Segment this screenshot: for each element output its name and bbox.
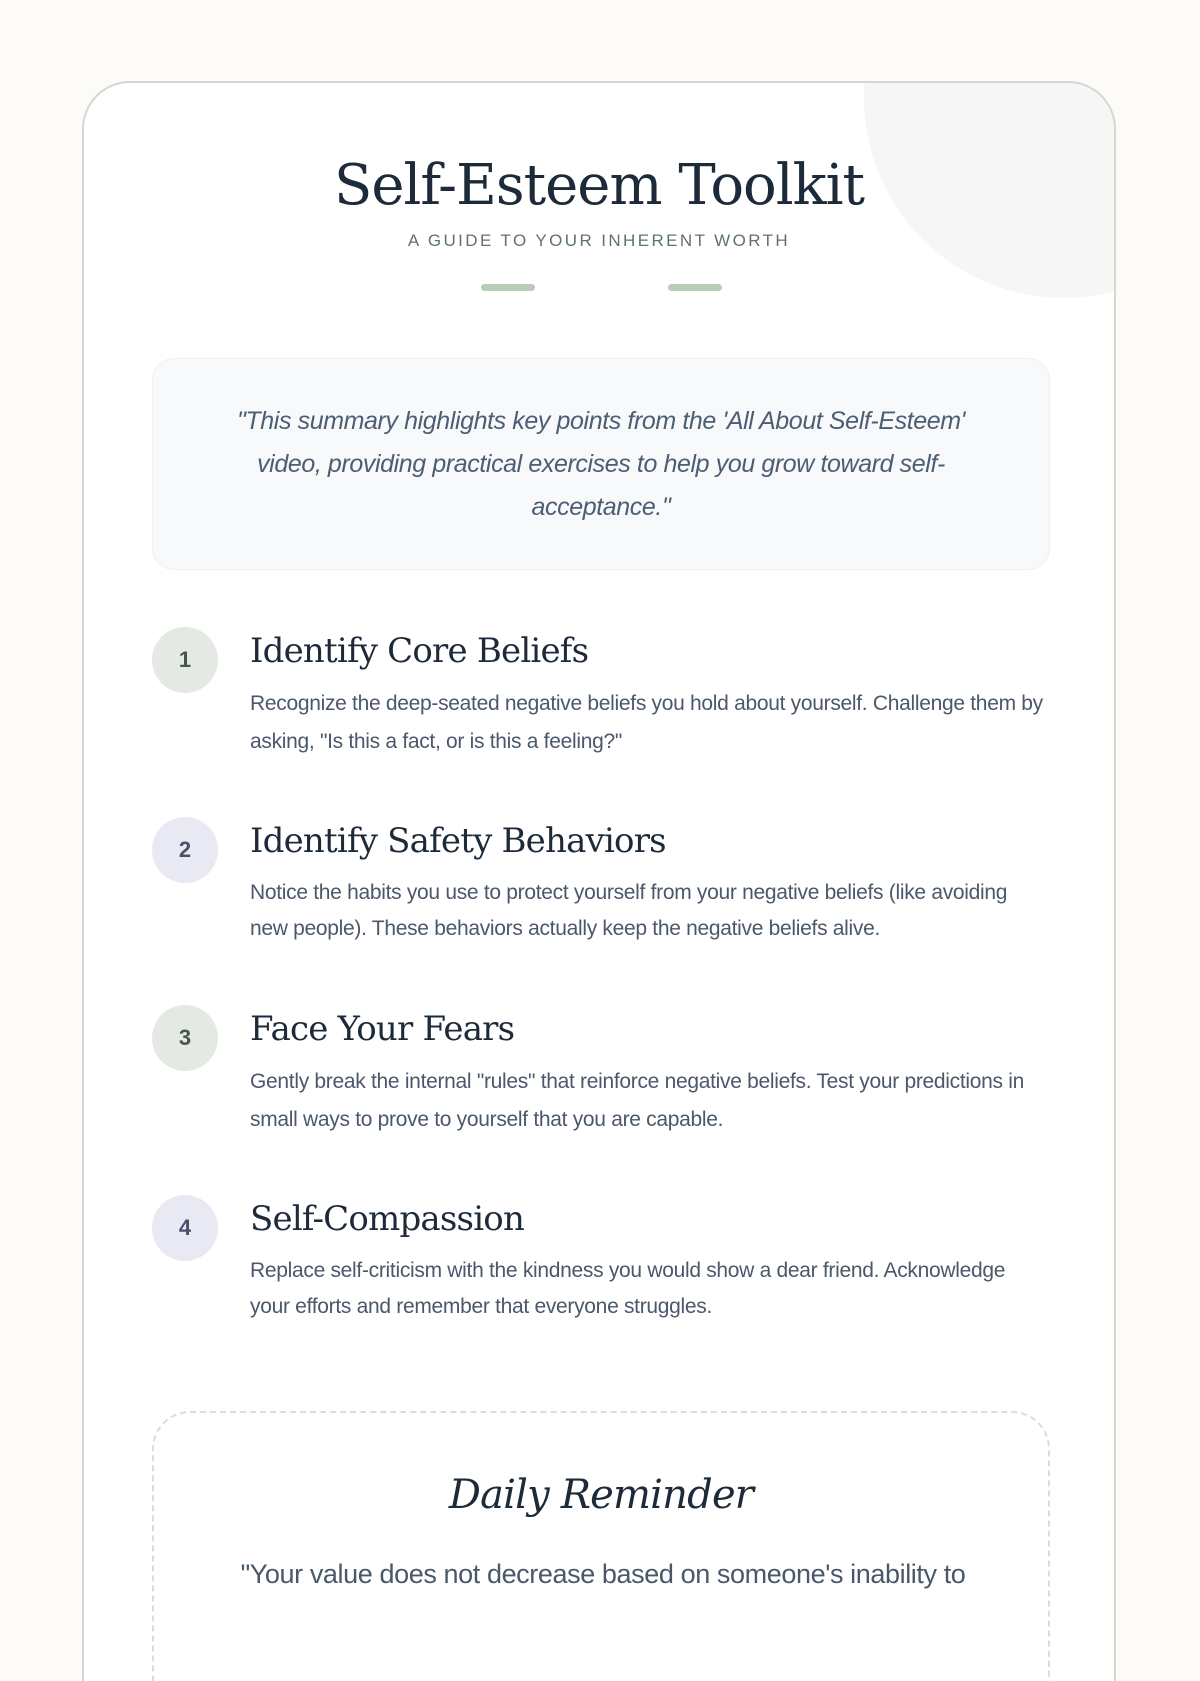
- step-title: Identify Core Beliefs: [250, 631, 589, 671]
- reminder-title: Daily Reminder: [448, 1472, 754, 1518]
- step-description: Gently break the internal "rules" that reinforce negative beliefs. Test your predictions in small ways to prove to yourself that you are capable.: [250, 1070, 1024, 1131]
- step-number-badge: 4: [152, 1195, 218, 1261]
- step-description: Recognize the deep-seated negative beliefs you hold about yourself. Challenge them by asking, "Is this a fact, or is this a feeling?": [250, 692, 1043, 753]
- intro-quote: "This summary highlights key points from the 'All About Self-Esteem' video, providing practical exercises to help you grow toward self-acceptance.": [236, 406, 966, 521]
- step-title: Face Your Fears: [250, 1009, 515, 1049]
- step-description: Notice the habits you use to protect yourself from your negative beliefs (like avoiding new people). These behaviors actually keep the negative beliefs alive.: [250, 881, 1008, 940]
- step-number-badge: 1: [152, 627, 218, 693]
- daily-reminder-box: [152, 1411, 1050, 1681]
- step-number-badge: 2: [152, 817, 218, 883]
- reminder-quote: "Your value does not decrease based on someone's inability to: [240, 1559, 966, 1589]
- page-subtitle: A GUIDE TO YOUR INHERENT WORTH: [407, 231, 791, 250]
- page-title: Self-Esteem Toolkit: [333, 153, 865, 218]
- step-title: Self-Compassion: [250, 1199, 525, 1239]
- divider-right: [668, 284, 722, 291]
- step-number-badge: 3: [152, 1005, 218, 1071]
- step-description: Replace self-criticism with the kindness you would show a dear friend. Acknowledge your efforts and remember that everyone struggles.: [250, 1259, 1006, 1318]
- divider-left: [481, 284, 535, 291]
- step-title: Identify Safety Behaviors: [250, 821, 666, 861]
- toolkit-card: [82, 81, 1116, 1681]
- intro-box: [152, 358, 1050, 570]
